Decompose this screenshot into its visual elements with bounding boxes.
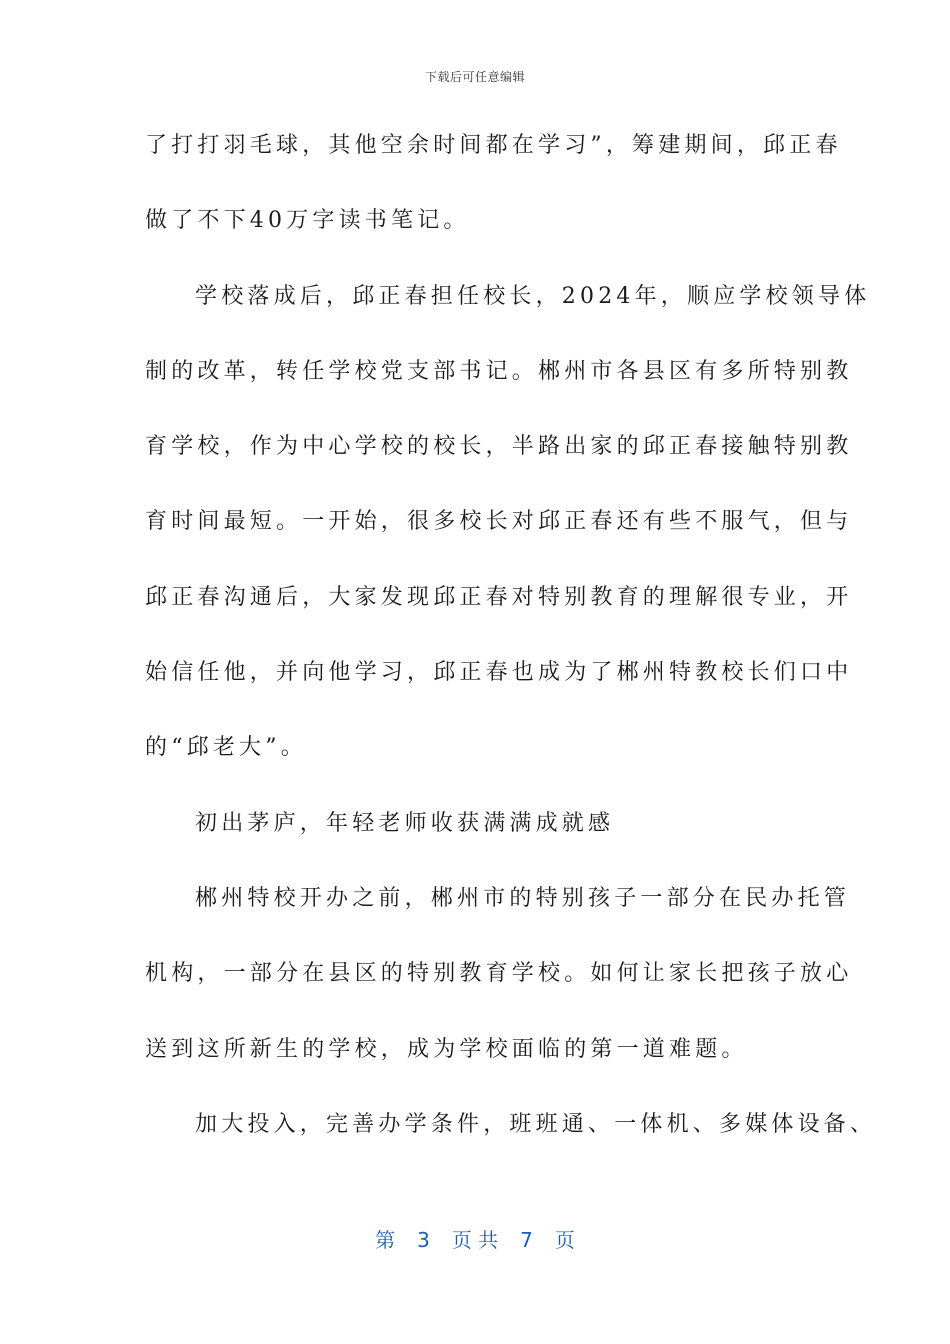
footer-prefix: 第: [375, 1228, 396, 1252]
page-header-note: 下载后可任意编辑: [424, 70, 525, 84]
text-line-14: 加大投入，完善办学条件，班班通、一体机、多媒体设备、: [195, 1111, 877, 1137]
section-heading: 初出茅庐，年轻老师收获满满成就感: [195, 810, 615, 836]
text-line-1: 了打打羽毛球，其他空余时间都在学习”，筹建期间，邱正春: [145, 133, 842, 158]
document-body: [145, 120, 877, 1174]
text-line-3: 学校落成后，邱正春担任校长，2024年，顺应学校领导体: [195, 283, 871, 309]
text-line-8: 始信任他，并向他学习，邱正春也成为了郴州特教校长们口中: [145, 660, 853, 686]
text-line-5: 育学校，作为中心学校的校长，半路出家的邱正春接触特别教: [145, 434, 853, 460]
footer-current-page: 3: [417, 1228, 430, 1252]
footer-suffix: 页: [554, 1228, 575, 1252]
text-line-2: 做了不下40万字读书笔记。: [145, 208, 470, 234]
text-line-6: 育时间最短。一开始，很多校长对邱正春还有些不服气，但与: [145, 509, 853, 535]
text-line-11: 郴州特校开办之前，郴州市的特别孩子一部分在民办托管: [195, 885, 851, 911]
footer-total-pages: 7: [520, 1228, 533, 1252]
text-line-9: 的“邱老大”。: [145, 735, 307, 761]
text-line-13: 送到这所新生的学校，成为学校面临的第一道难题。: [145, 1036, 748, 1062]
footer-middle: 页 共: [451, 1228, 499, 1252]
page-footer: [0, 1224, 950, 1253]
text-line-7: 邱正春沟通后，大家发现邱正春对特别教育的理解很专业，开: [145, 584, 853, 610]
text-line-12: 机构，一部分在县区的特别教育学校。如何让家长把孩子放心: [145, 961, 853, 987]
text-line-4: 制的改革，转任学校党支部书记。郴州市各县区有多所特别教: [145, 358, 853, 384]
